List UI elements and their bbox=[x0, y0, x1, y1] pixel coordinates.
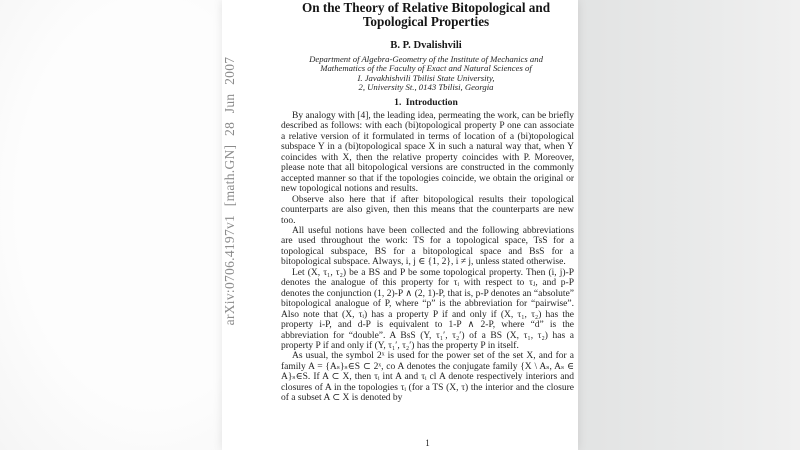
affiliation-line: Mathematics of the Faculty of Exact and Natural Sciences of bbox=[320, 63, 532, 74]
paragraph-5: As usual, the symbol 2ˣ is used for the power set of the set X, and for a family A = {Aₛ}ₛ∈S ⊂ 2ˣ, co A denotes the conjugate family {X \ Aₛ, Aₛ ∈ A}ₛ∈S. If A ⊂ X, then τᵢ int A and τᵢ cl A denote respectively interiors and closures of A in the topologies τᵢ (for a TS (X, τ) the interior and the closure of a subset A ⊂ X is denoted by bbox=[281, 351, 574, 404]
paragraph-4: Let (X, τ₁, τ₂) be a BS and P be some topological property. Then (i, j)-P denotes the analogue of this property for τᵢ with respect to τⱼ, and p-P denotes the conjunction (1, 2)-P ∧ (2, 1)-P, that is, p-P denotes an “absolute” bitopological analogue of P, where “p” is the abbreviation for “pairwise”. Also note that (X, τᵢ) has a property P if and only if (X, τ₁, τ₂) has the property i-P, and d-P is equivalent to 1-P ∧ 2-P, where “d” is the abbreviation for “double”. A BsS (Y, τ₁′, τ₂′) of a BS (X, τ₁, τ₂) has a property P if and only if (Y, τ₁′, τ₂′) has the property P in itself. bbox=[281, 267, 574, 351]
affiliation-line: Department of Algebra-Geometry of the Institute of Mechanics and bbox=[309, 54, 543, 64]
affiliation-line: I. Javakhishvili Tbilisi State University, bbox=[357, 72, 495, 83]
paragraph-3: All useful notions have been collected and the following abbreviations are used throughout the work: TS for a topological space, TsS for a topological subspace, BS for a bitopological space and BsS for a bitopological subspace. Always, i, j ∈ {1, 2}, i ≠ j, unless stated otherwise. bbox=[281, 225, 574, 268]
affiliation-block bbox=[262, 55, 590, 92]
background-left bbox=[0, 0, 222, 450]
body-text bbox=[281, 111, 574, 404]
affiliation-line: 2, University St., 0143 Tbilisi, Georgia bbox=[358, 81, 494, 92]
paper-page bbox=[222, 0, 578, 450]
author-name: B. P. Dvalishvili bbox=[390, 40, 462, 51]
background-right bbox=[578, 0, 800, 450]
paragraph-1: By analogy with [4], the leading idea, permeating the work, can be briefly described as follows: with each (bi)topological property P one can associate a relative version of it formulated in terms of location of a (bi)topological subspace Y in a (bi)topological space X in such a natural way that, when Y coincides with X, then the relative property coincides with P. Moreover, please note that all bitopological versions are constructed in the commonly accepted manner so that if the topologies coincide, we obtain the original or new topological notions and results. bbox=[281, 111, 574, 195]
section-heading-introduction: 1. Introduction bbox=[394, 97, 458, 108]
arxiv-stamp: arXiv:0706.4197v1 [math.GN] 28 Jun 2007 bbox=[222, 56, 237, 326]
paragraph-2: Observe also here that if after bitopological results their topological counterparts are also given, then this means that the counterparts are new too. bbox=[281, 194, 574, 226]
paper-title: On the Theory of Relative Bitopological and Topological Properties bbox=[301, 0, 551, 30]
page-number: 1 bbox=[425, 438, 430, 448]
